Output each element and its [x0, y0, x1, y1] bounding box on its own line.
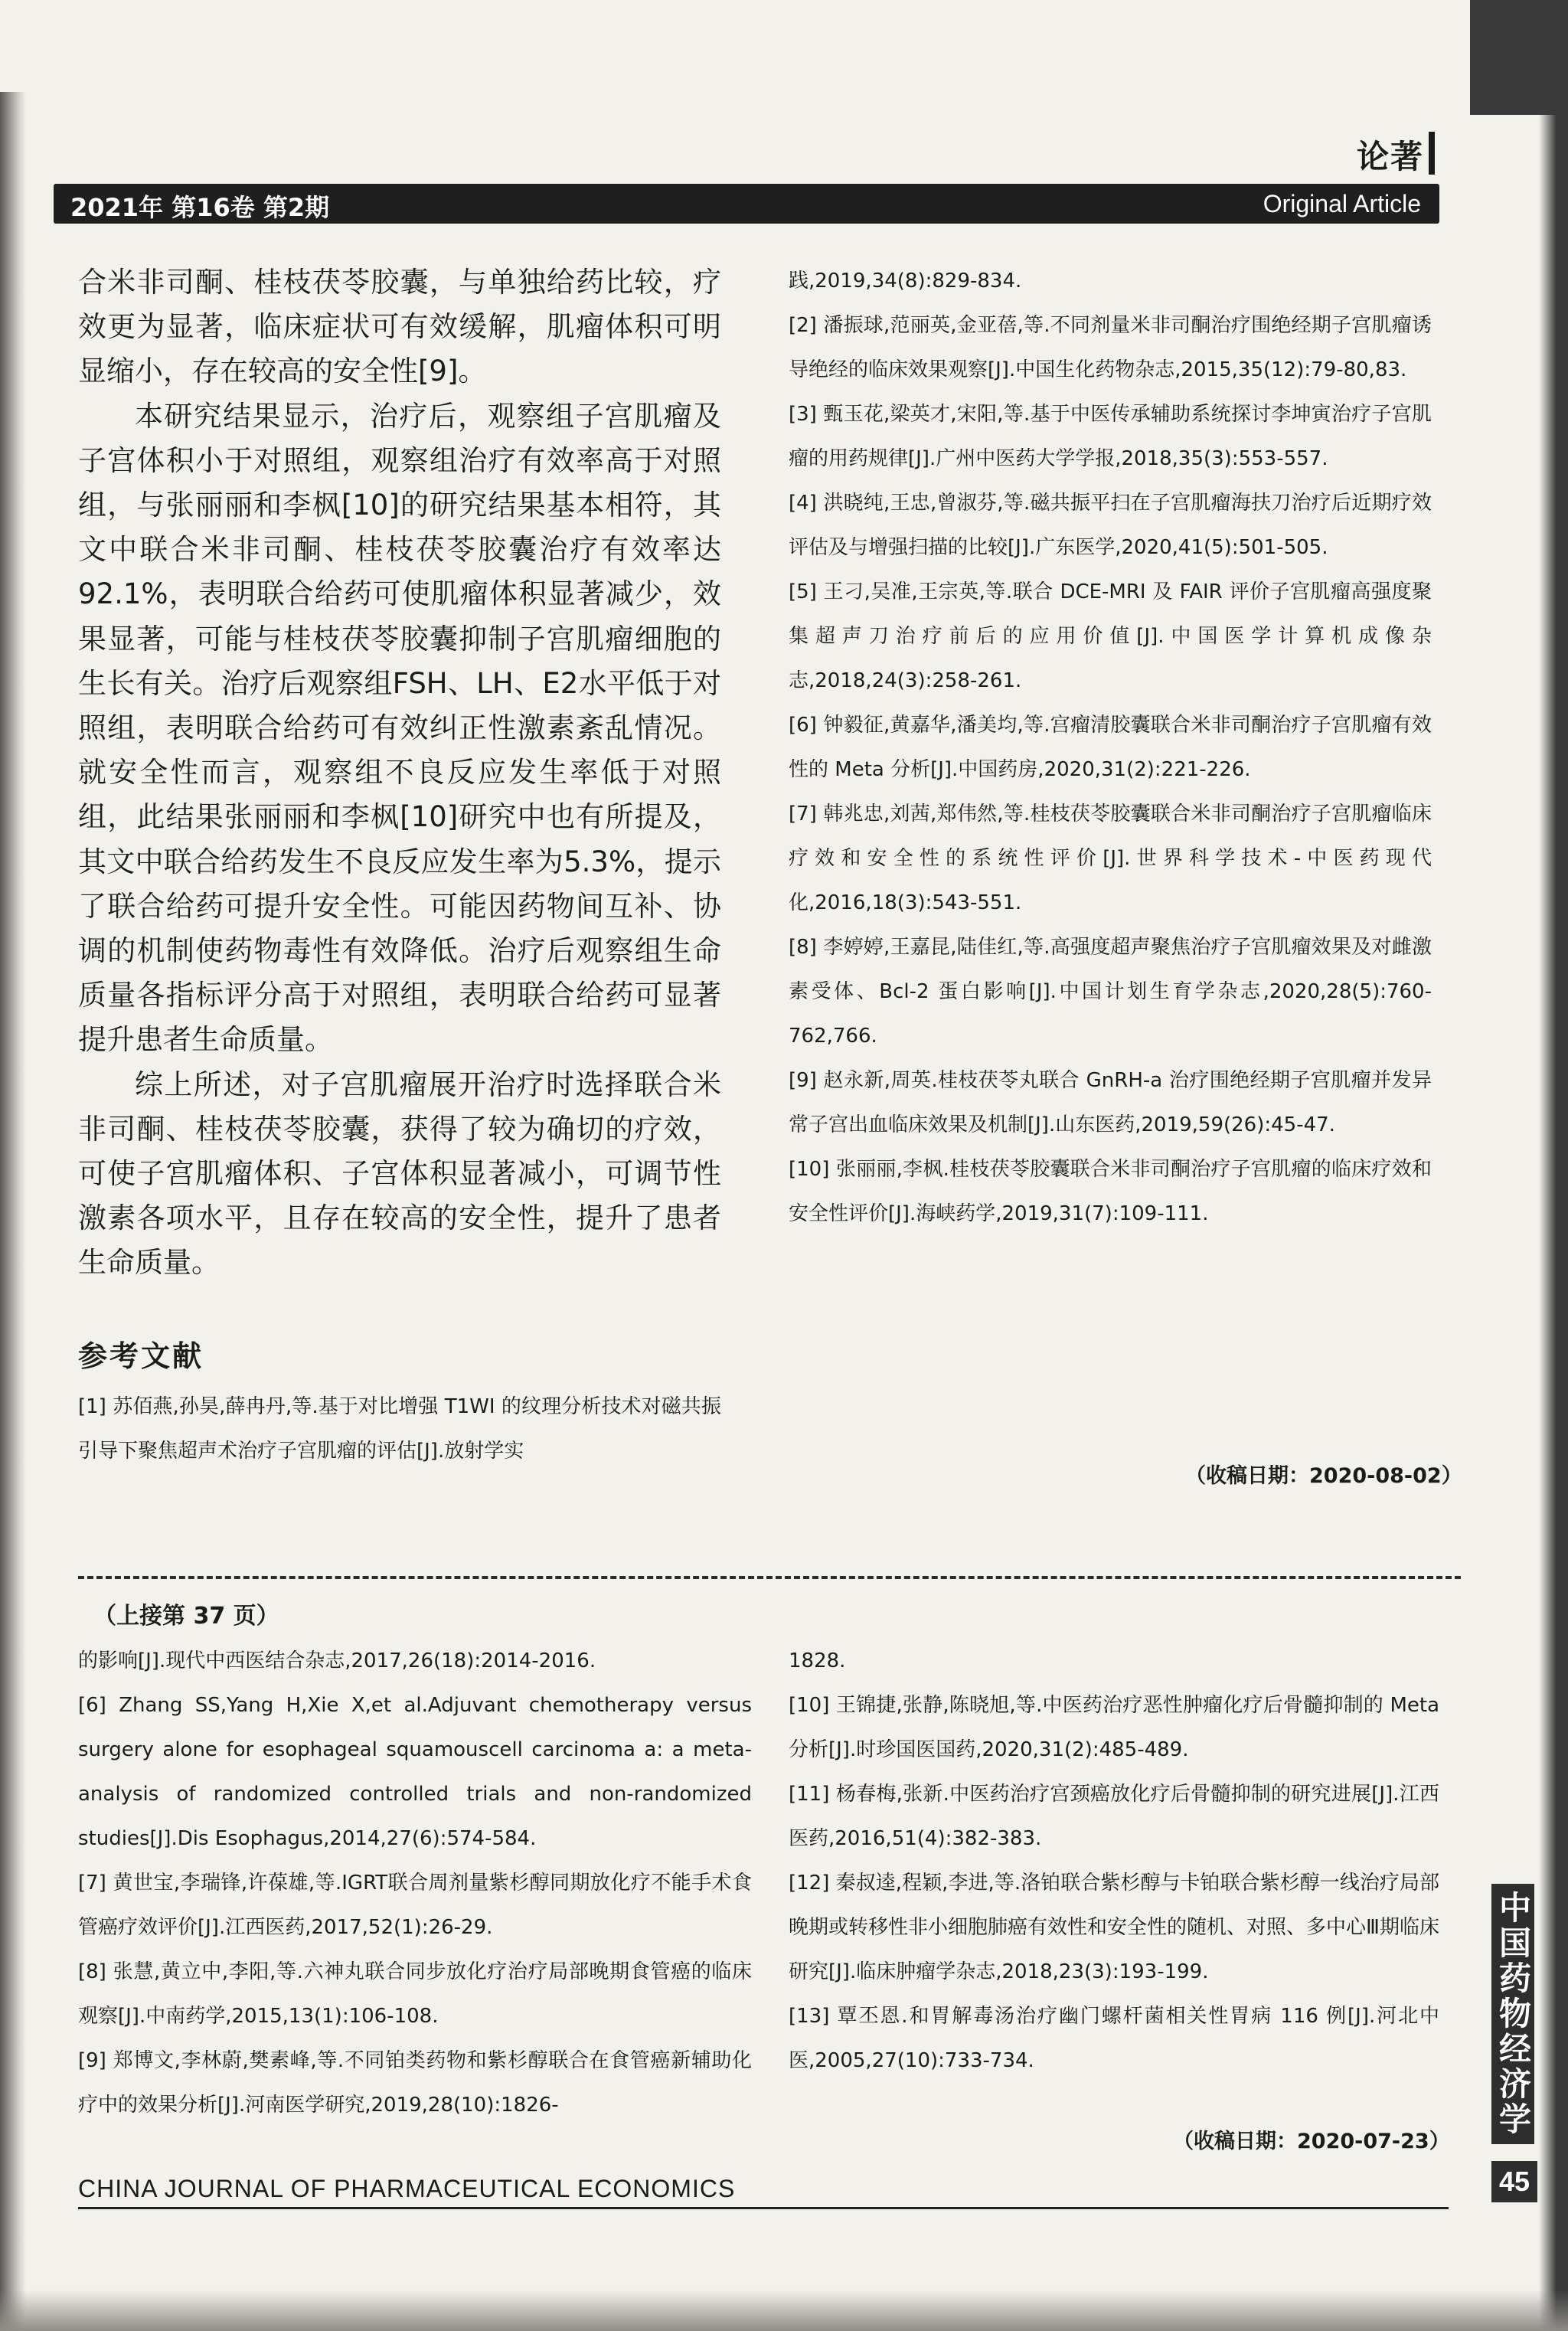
reference-item: [10] 张丽丽,李枫.桂枝茯苓胶囊联合米非司酮治疗子宫肌瘤的临床疗效和安全性评价[J].海峡药学,2019,31(7):109-111. — [789, 1158, 1432, 1225]
references-left — [78, 1385, 721, 1473]
dashed-divider — [78, 1576, 1461, 1579]
section-rule — [1429, 132, 1435, 175]
reference-item: 1828. — [789, 1649, 846, 1672]
bottom-edge-shadow — [0, 2290, 1568, 2331]
footer-journal-name: CHINA JOURNAL OF PHARMACEUTICAL ECONOMICS — [78, 2175, 736, 2202]
reference-item: [8] 张慧,黄立中,李阳,等.六神丸联合同步放化疗治疗局部晚期食管癌的临床观察[J].中南药学,2015,13(1):106-108. — [78, 1960, 752, 2028]
running-header — [54, 184, 1439, 224]
reference-item: [12] 秦叔逵,程颖,李进,等.洛铂联合紫杉醇与卡铂联合紫杉醇一线治疗局部晚期或转移性非小细胞肺癌有效性和安全性的随机、对照、多中心Ⅲ期临床研究[J].临床肿瘤学杂志,2018,23(3):193-199. — [789, 1872, 1439, 1983]
reference-item: 的影响[J].现代中西医结合杂志,2017,26(18):2014-2016. — [78, 1649, 596, 1672]
journal-side-tab: 中国药物经济学 — [1491, 1884, 1534, 2144]
continued-from-label: （上接第 37 页） — [93, 1603, 279, 1630]
paper-sheet — [0, 0, 1470, 119]
reference-item: [2] 潘振球,范丽英,金亚蓓,等.不同剂量米非司酮治疗围绝经期子宫肌瘤诱导绝经的临床效果观察[J].中国生化药物杂志,2015,35(12):79-80,83. — [789, 314, 1432, 381]
right-edge-shadow — [1539, 0, 1568, 2331]
binding-shadow — [0, 92, 26, 2331]
reference-item: [13] 覃丕恩.和胃解毒汤治疗幽门螺杆菌相关性胃病 116 例[J].河北中医,2005,27(10):733-734. — [789, 2005, 1439, 2072]
reference-item: [10] 王锦捷,张静,陈晓旭,等.中医药治疗恶性肿瘤化疗后骨髓抑制的 Meta 分析[J].时珍国医国药,2020,31(2):485-489. — [789, 1694, 1439, 1761]
references-right — [789, 259, 1432, 1236]
page-number: 45 — [1491, 2161, 1537, 2202]
continued-refs-right — [789, 1639, 1439, 2083]
reference-item: 践,2019,34(8):829-834. — [789, 270, 1022, 293]
reference-item: [9] 郑博文,李林蔚,樊素峰,等.不同铂类药物和紫杉醇联合在食管癌新辅助化疗中的效果分析[J].河南医学研究,2019,28(10):1826- — [78, 2049, 752, 2117]
reference-item: [7] 韩兆忠,刘茜,郑伟然,等.桂枝茯苓胶囊联合米非司酮治疗子宫肌瘤临床疗效和安全性的系统性评价[J].世界科学技术-中医药现代化,2016,18(3):543-551. — [789, 803, 1432, 914]
reference-item: [7] 黄世宝,李瑞锋,许葆雄,等.IGRT联合周剂量紫杉醇同期放化疗不能手术食管癌疗效评价[J].江西医药,2017,52(1):26-29. — [78, 1872, 752, 1939]
received-date: （收稿日期：2020-08-02） — [1185, 1464, 1462, 1488]
reference-item: [4] 洪晓纯,王忠,曾淑芬,等.磁共振平扫在子宫肌瘤海扶刀治疗后近期疗效评估及与增强扫描的比较[J].广东医学,2020,41(5):501-505. — [789, 492, 1432, 559]
reference-item: [9] 赵永新,周英.桂枝茯苓丸联合 GnRH-a 治疗围绝经期子宫肌瘤并发异常子宫出血临床效果及机制[J].山东医药,2019,59(26):45-47. — [789, 1069, 1432, 1136]
reference-item: [11] 杨春梅,张新.中医药治疗宫颈癌放化疗后骨髓抑制的研究进展[J].江西医药,2016,51(4):382-383. — [789, 1783, 1439, 1850]
references-heading: 参考文献 — [78, 1339, 204, 1373]
article-type: Original Article — [1263, 190, 1421, 217]
body-paragraph-1: 合米非司酮、桂枝茯苓胶囊，与单独给药比较，疗效更为显著，临床症状可有效缓解，肌瘤体积可明显缩小，存在较高的安全性[9]。 — [78, 266, 721, 388]
reference-item: [3] 甄玉花,梁英才,宋阳,等.基于中医传承辅助系统探讨李坤寅治疗子宫肌瘤的用药规律[J].广州中医药大学学报,2018,35(3):553-557. — [789, 403, 1432, 470]
body-paragraph-2: 本研究结果显示，治疗后，观察组子宫肌瘤及子宫体积小于对照组，观察组治疗有效率高于对照组，与张丽丽和李枫[10]的研究结果基本相符，其文中联合米非司酮、桂枝茯苓胶囊治疗有效率达92.1%，表明联合给药可使肌瘤体积显著减少，效果显著，可能与桂枝茯苓胶囊抑制子宫肌瘤细胞的生长有关。治疗后观察组FSH、LH、E2水平低于对照组，表明联合给药可有效纠正性激素紊乱情况。就安全性而言，观察组不良反应发生率低于对照组，此结果张丽丽和李枫[10]研究中也有所提及，其文中联合给药发生不良反应发生率为5.3%，提示了联合给药可提升安全性。可能因药物间互补、协调的机制使药物毒性有效降低。治疗后观察组生命质量各指标评分高于对照组，表明联合给药可显著提升患者生命质量。 — [78, 399, 721, 1057]
section-label: 论著 — [1356, 138, 1424, 175]
reference-item: [1] 苏佰燕,孙昊,薛冉丹,等.基于对比增强 T1WI 的纹理分析技术对磁共振引导下聚焦超声术治疗子宫肌瘤的评估[J].放射学实 — [78, 1395, 721, 1463]
issue-info: 2021年 第16卷 第2期 — [70, 193, 330, 222]
discussion-column — [78, 260, 721, 1286]
reference-item: [5] 王刁,吴准,王宗英,等.联合 DCE-MRI 及 FAIR 评价子宫肌瘤高强度聚集超声刀治疗前后的应用价值[J].中国医学计算机成像杂志,2018,24(3):258-261. — [789, 580, 1432, 692]
reference-item: [6] 钟毅征,黄嘉华,潘美均,等.宫瘤清胶囊联合米非司酮治疗子宫肌瘤有效性的 Meta 分析[J].中国药房,2020,31(2):221-226. — [789, 714, 1432, 781]
footer-rule — [78, 2207, 1449, 2209]
reference-item: [6] Zhang SS,Yang H,Xie X,et al.Adjuvant chemotherapy versus surgery alone for esophageal squamouscell carcinoma a: a meta-analysis of randomized controlled trials and non-randomized studies[J].Dis Esophagus,2014,27(6):574-584. — [78, 1694, 752, 1850]
body-paragraph-3: 综上所述，对子宫肌瘤展开治疗时选择联合米非司酮、桂枝茯苓胶囊，获得了较为确切的疗效，可使子宫肌瘤体积、子宫体积显著减小，可调节性激素各项水平，且存在较高的安全性，提升了患者生命质量。 — [78, 1067, 721, 1280]
continued-refs-left — [78, 1639, 752, 2127]
reference-item: [8] 李婷婷,王嘉昆,陆佳红,等.高强度超声聚焦治疗子宫肌瘤效果及对雌激素受体、Bcl-2 蛋白影响[J].中国计划生育学杂志,2020,28(5):760-762,766. — [789, 936, 1432, 1048]
received-date: （收稿日期：2020-07-23） — [1173, 2130, 1450, 2153]
